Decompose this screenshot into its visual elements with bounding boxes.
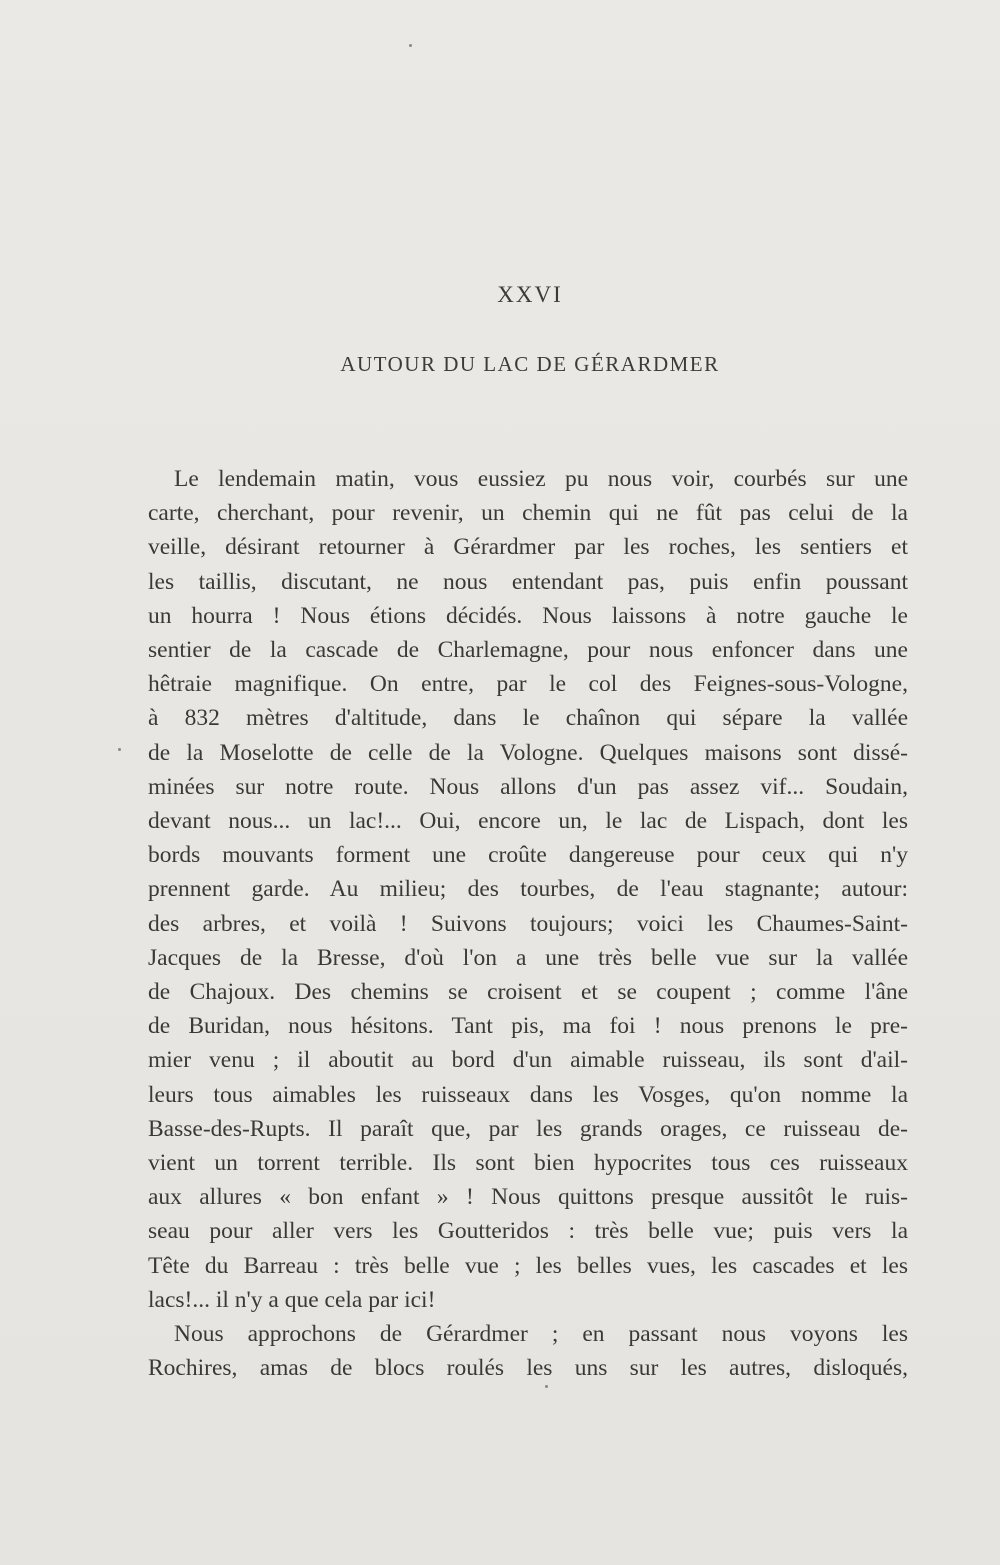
text-line: Le lendemain matin, vous eussiez pu nous voir, courbés sur une — [174, 466, 908, 492]
text-line: bords mouvants forment une croûte dangereuse pour ceux qui n'y — [148, 842, 908, 869]
text-line: veille, désirant retourner à Gérardmer par les roches, les sentiers et — [148, 534, 908, 561]
text-line: de la Moselotte de celle de la Vologne. Quelques maisons sont dissé- — [148, 739, 908, 766]
text-line: minées sur notre route. Nous allons d'un pas assez vif... Soudain, — [148, 773, 908, 800]
text-line: un hourra ! Nous étions décidés. Nous laissons à notre gauche le — [148, 602, 908, 629]
text-line: Tête du Barreau : très belle vue ; les belles vues, les cascades et les — [148, 1252, 908, 1279]
text-line: prennent garde. Au milieu; des tourbes, de l'eau stagnante; autour: — [148, 876, 908, 903]
text-line: Nous approchons de Gérardmer ; en passant nous voyons les — [174, 1321, 908, 1348]
text-line: de Buridan, nous hésitons. Tant pis, ma foi ! nous prenons le pre- — [148, 1013, 908, 1040]
chapter-number: XXVI — [497, 282, 563, 307]
text-line: aux allures « bon enfant » ! Nous quittons presque aussitôt le ruis- — [148, 1184, 908, 1211]
text-line: seau pour aller vers les Goutteridos : très belle vue; puis vers la — [148, 1218, 908, 1245]
page-speck — [118, 748, 121, 751]
text-line: Rochires, amas de blocs roulés les uns sur les autres, disloqués, — [148, 1355, 908, 1382]
text-line: les taillis, discutant, ne nous entendant pas, puis enfin poussant — [148, 568, 908, 595]
text-line: Jacques de la Bresse, d'où l'on a une très belle vue sur la vallée — [148, 944, 908, 971]
text-line: hêtraie magnifique. On entre, par le col des Feignes-sous-Vologne, — [148, 671, 908, 698]
text-line: vient un torrent terrible. Ils sont bien hypocrites tous ces ruisseaux — [148, 1150, 908, 1177]
page-speck — [409, 44, 412, 47]
text-line: lacs!... il n'y a que cela par ici! — [148, 1286, 436, 1313]
text-line: mier venu ; il aboutit au bord d'un aimable ruisseau, ils sont d'ail- — [148, 1047, 908, 1074]
text-line: à 832 mètres d'altitude, dans le chaînon qui sépare la vallée — [148, 705, 908, 732]
text-line: leurs tous aimables les ruisseaux dans les Vosges, qu'on nomme la — [148, 1081, 908, 1108]
text-line: sentier de la cascade de Charlemagne, pour nous enfoncer dans une — [148, 637, 908, 664]
body-text — [148, 462, 908, 1385]
text-line: des arbres, et voilà ! Suivons toujours; voici les Chaumes-Saint- — [148, 910, 908, 937]
text-line: devant nous... un lac!... Oui, encore un, le lac de Lispach, dont les — [148, 808, 908, 835]
chapter-title: AUTOUR DU LAC DE GÉRARDMER — [340, 352, 720, 376]
text-line: de Chajoux. Des chemins se croisent et se coupent ; comme l'âne — [148, 979, 908, 1006]
text-line: carte, cherchant, pour revenir, un chemin qui ne fût pas celui de la — [148, 500, 908, 527]
text-line: Basse-des-Rupts. Il paraît que, par les grands orages, ce ruisseau de- — [148, 1115, 908, 1142]
